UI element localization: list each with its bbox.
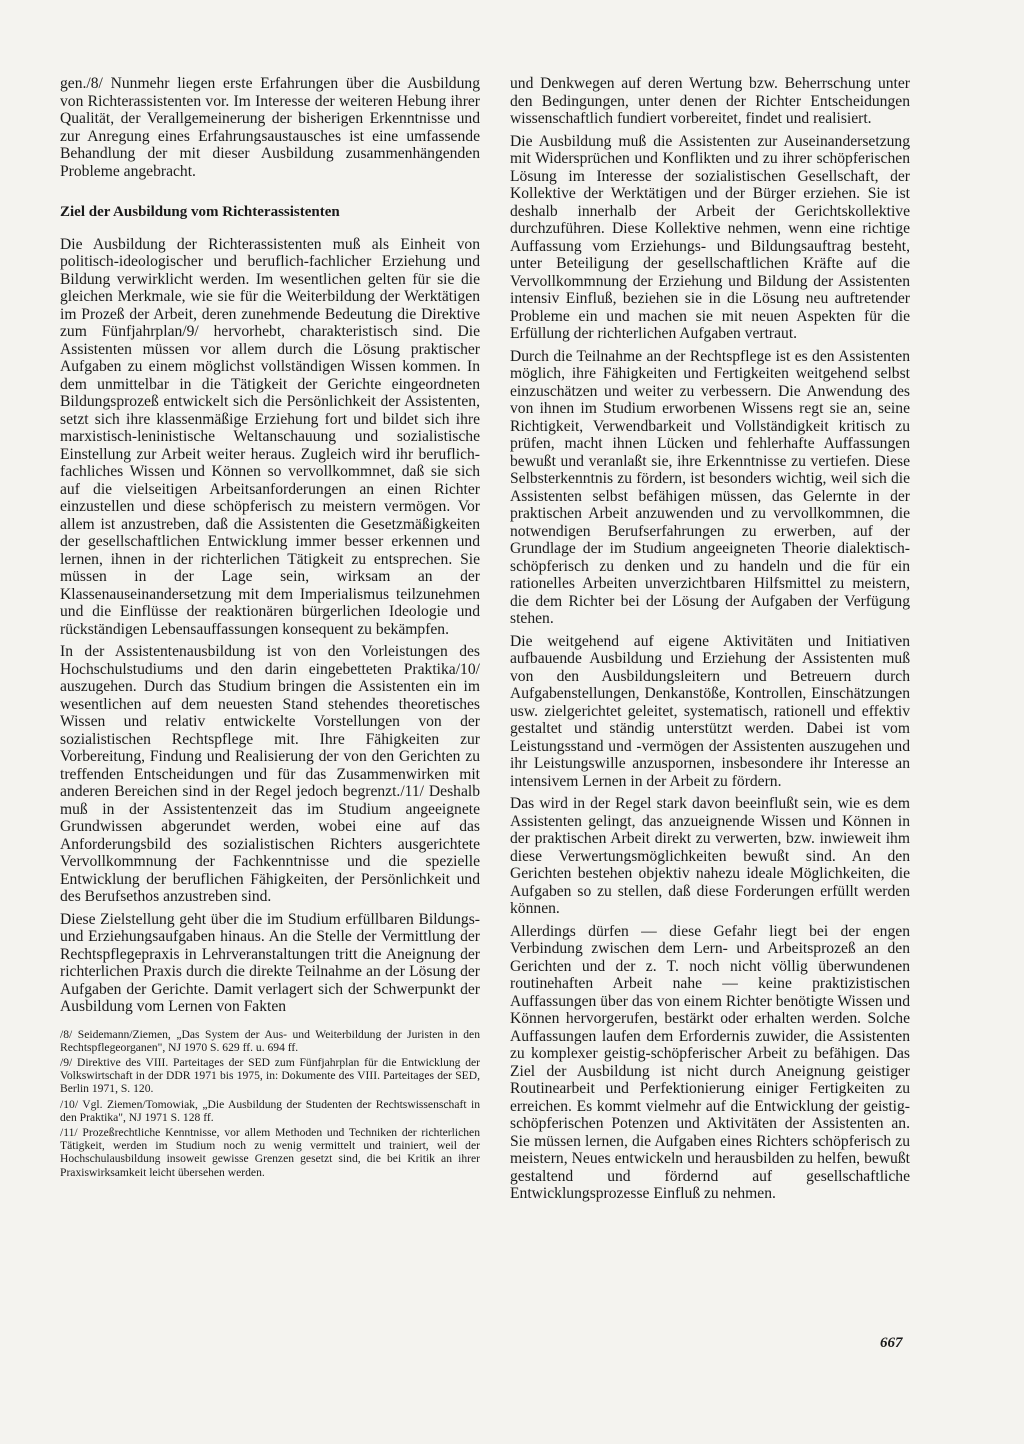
body-paragraph: Die Ausbildung muß die Assistenten zur Auseinandersetzung mit Widersprüchen und Konflikten und zu ihrer schöpferischen Lösung im Interesse der sozialistischen Gesellschaft, der Kollektive der Werktätigen und der Bürger erziehen. Sie ist deshalb innerhalb der Arbeit der Gerichtskollektive durchzuführen. Diese Kollektive nehmen, wenn eine richtige Auffassung vom Erziehungs- und Bildungsauftrag besteht, unter Beteiligung der gesellschaftlichen Kräfte auf die Vervollkommnung der Erziehung und Bildung der Assistenten intensiv Einfluß, beziehen sie in die Lösung neu auftretender Probleme ein und machen sie mit neuen Aspekten für die Erfüllung der richterlichen Aufgaben vertraut. bbox=[510, 132, 910, 342]
page-number: 667 bbox=[880, 1335, 903, 1351]
body-paragraph: Die Ausbildung der Richterassistenten muß als Einheit von politisch-ideologischer und beruflich-fachlicher Erziehung und Bildung verwirklicht werden. Im wesentlichen gelten für sie die gleichen Merkmale, wie sie für die Weiterbildung der Werktätigen im Prozeß der Arbeit, deren zunehmende Bedeutung die Direktive zum Fünfjahrplan/9/ hervorhebt, charakteristisch sind. Die Assistenten müssen vor allem durch die Lösung praktischer Aufgaben zu einem möglichst vollständigen Wissen kommen. In dem unmittelbar in die Tätigkeit der Gerichte eingeordneten Bildungsprozeß entwickelt sich die Persönlichkeit der Assistenten, setzt sich ihre klassenmäßige Erziehung fort und bildet sich ihre marxistisch-leninistische Weltanschauung und sozialistische Einstellung zur Arbeit weiter heraus. Zugleich wird ihr beruflich-fachliches Wissen und Können so vervollkommnet, daß sie sich auf die vielseitigen Arbeitsanforderungen an einen Richter einzustellen und diese schöpferisch zu meistern vermögen. Vor allem ist anzustreben, daß die Assistenten die Gesetzmäßigkeiten der gesellschaftlichen Entwicklung immer besser erkennen und lernen, ihnen in der richterlichen Tätigkeit zu entsprechen. Sie müssen in der Lage sein, wirksam an der Klassenauseinandersetzung mit dem Imperialismus teilzunehmen und die Einflüsse der reaktionären bürgerlichen Ideologie und rückständigen Lebensauffassungen konsequent zu bekämpfen. bbox=[60, 235, 480, 638]
section-heading: Ziel der Ausbildung vom Richterassistenten bbox=[60, 204, 340, 220]
footnotes bbox=[60, 1028, 480, 1179]
body-paragraph: Das wird in der Regel stark davon beeinflußt sein, wie es dem Assistenten gelingt, das anzueignende Wissen und Können in der praktischen Arbeit direkt zu verwerten, bzw. inwieweit ihm diese Verwertungsmöglichkeiten bewußt sind. An den Gerichten bestehen objektiv nahezu ideale Möglichkeiten, die Aufgaben so zu stellen, daß diese Forderungen erfüllt werden können. bbox=[510, 795, 910, 917]
body-paragraph: Die weitgehend auf eigene Aktivitäten und Initiativen aufbauende Ausbildung und Erziehung der Assistenten muß von den Ausbildungsleitern und Betreuern durch Aufgabenstellungen, Denkanstöße, Kontrollen, Einschätzungen usw. zielgerichtet geleitet, systematisch, rationell und effektiv gestaltet und ständig unterstützt werden. Dabei ist vom Leistungsstand und -vermögen der Assistenten auszugehen und ihr Leistungswille anzuspornen, insbesondere ihr Interesse an intensivem Lernen in der Arbeit zu fördern. bbox=[510, 632, 910, 790]
right-column bbox=[510, 75, 910, 1208]
body-paragraph: Diese Zielstellung geht über die im Studium erfüllbaren Bildungs- und Erziehungsaufgaben hinaus. An die Stelle der Vermittlung der Rechtspflegepraxis in Lehrveranstaltungen tritt die Aneignung der richterlichen Praxis durch die direkte Teilnahme an der Lösung der Aufgaben der Gerichte. Damit verlagert sich der Schwerpunkt der Ausbildung vom Lernen von Fakten bbox=[60, 910, 480, 1015]
footnote: /11/ Prozeßrechtliche Kenntnisse, vor allem Methoden und Techniken der richterlichen Tätigkeit, werden im Studium noch zu wenig vermittelt und trainiert, weil der Hochschulausbildung insoweit gewisse Grenzen gesetzt sind, die bei Kritik an ihrer Praxiswirksamkeit leicht übersehen werden. bbox=[60, 1125, 480, 1179]
intro-paragraph: gen./8/ Nunmehr liegen erste Erfahrungen über die Ausbildung von Richterassistenten vor. Im Interesse der weiteren Hebung ihrer Qualität, der Verallgemeinerung der bisherigen Erkenntnisse und zur Anregung eines Erfahrungsaustausches ist eine umfassende Behandlung der mit dieser Ausbildung zusammenhängenden Probleme angebracht. bbox=[60, 75, 480, 180]
body-paragraph: Allerdings dürfen — diese Gefahr liegt bei der engen Verbindung zwischen dem Lern- und Arbeitsprozeß an den Gerichten und der z. T. noch nicht völlig überwundenen routinehaften Arbeit nahe — keine praktizistischen Auffassungen über das von einem Richter benötigte Wissen und Können hervorgerufen, bestärkt oder erhalten werden. Solche Auffassungen laufen dem Erfordernis zuwider, die Assistenten zu komplexer geistig-schöpferischer Arbeit zu befähigen. Das Ziel der Ausbildung ist nicht durch Aneignung geistiger Routinearbeit und Perfektionierung einiger Fertigkeiten zu erreichen. Es kommt vielmehr auf die Entwicklung der geistig-schöpferischen Potenzen und Aktivitäten der Assistenten an. Sie müssen lernen, die Aufgaben eines Richters schöpferisch zu meistern, Neues entwickeln und herausbilden zu helfen, bewußt gestaltend und fördernd auf gesellschaftliche Entwicklungsprozesse Einfluß zu nehmen. bbox=[510, 922, 910, 1202]
footnote: /10/ Vgl. Ziemen/Tomowiak, „Die Ausbildung der Studenten der Rechtswissenschaft in den Praktika", NJ 1971 S. 128 ff. bbox=[60, 1097, 480, 1124]
body-paragraph: und Denkwegen auf deren Wertung bzw. Beherrschung unter den Bedingungen, unter denen der Richter Entscheidungen wissenschaftlich fundiert vorbereitet, findet und realisiert. bbox=[510, 75, 910, 127]
left-column bbox=[60, 75, 480, 1181]
footnote: /8/ Seidemann/Ziemen, „Das System der Aus- und Weiterbildung der Juristen in den Rechtspflegeorganen", NJ 1970 S. 629 ff. u. 694 ff. bbox=[60, 1027, 480, 1054]
body-paragraph: In der Assistentenausbildung ist von den Vorleistungen des Hochschulstudiums und den darin eingebetteten Praktika/10/ auszugehen. Durch das Studium bringen die Assistenten ein im wesentlichen auf dem neuesten Stand stehendes theoretisches Wissen und relativ entwickelte Vorstellungen von der sozialistischen Rechtspflege mit. Ihre Fähigkeiten zur Vorbereitung, Findung und Realisierung der von den Gerichten zu treffenden Entscheidungen und für das Zusammenwirken mit anderen Bereichen sind in der Regel jedoch begrenzt./11/ Deshalb muß in der Assistentenzeit das im Studium angeeignete Grundwissen abgerundet werden, wobei eine auf das Anforderungsbild des sozialistischen Richters ausgerichtete Vervollkommnung der Fachkenntnisse und die spezielle Entwicklung der beruflichen Fähigkeiten, der Persönlichkeit und des Berufsethos anzustreben sind. bbox=[60, 643, 480, 905]
footnote: /9/ Direktive des VIII. Parteitages der SED zum Fünfjahrplan für die Entwicklung der Volkswirtschaft in der DDR 1971 bis 1975, in: Dokumente des VIII. Parteitages der SED, Berlin 1971, S. 120. bbox=[60, 1055, 480, 1096]
body-paragraph: Durch die Teilnahme an der Rechtspflege ist es den Assistenten möglich, ihre Fähigkeiten und Fertigkeiten weitgehend selbst einzuschätzen und weiter zu verbessern. Die Anwendung des von ihnen im Studium erworbenen Wissens regt sie an, seine Richtigkeit, Verwendbarkeit und Vollständigkeit kritisch zu prüfen, macht ihnen Lücken und fehlerhafte Auffassungen bewußt und veranlaßt sie, ihre Erkenntnisse zu vertiefen. Diese Selbsterkenntnis zu fördern, ist besonders wichtig, weil sich die Assistenten selbst befähigen müssen, das Gelernte in der praktischen Arbeit anzuwenden und zu vervollkommnen, die notwendigen Berufserfahrungen zu erwerben, auf der Grundlage der im Studium angeeigneten Theorie dialektisch-schöpferisch zu denken und zu handeln und die für ein rationelles Arbeiten unverzichtbaren Hilfsmittel zu meistern, die dem Richter bei der Lösung der Aufgaben der Verfügung stehen. bbox=[510, 347, 910, 627]
